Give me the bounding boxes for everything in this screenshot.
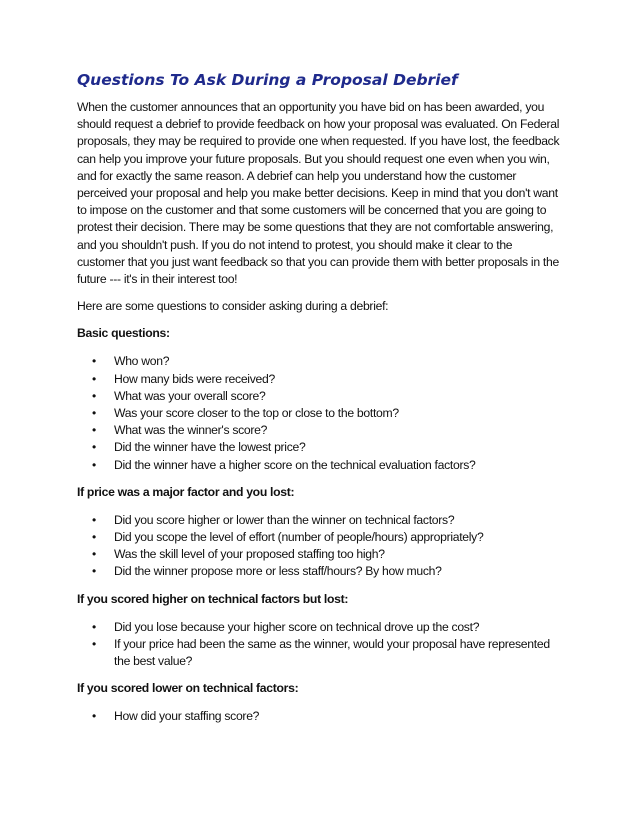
bullet-icon: •: [92, 512, 96, 527]
list-item: [77, 546, 569, 563]
bullet-icon: •: [92, 530, 96, 545]
bullet-icon: •: [92, 564, 96, 579]
list-item: [77, 636, 569, 670]
list-item-text: Did you scope the level of effort (number of people/hours) appropriately?: [114, 530, 484, 545]
bullet-icon: •: [92, 423, 96, 438]
list-item: [77, 708, 569, 725]
list-item-text: Was your score closer to the top or close to the bottom?: [114, 406, 399, 421]
list-item-text: How did your staffing score?: [114, 709, 260, 724]
list-item-text: Did the winner propose more or less staff/hours? By how much?: [114, 564, 442, 579]
list-item: [77, 353, 569, 370]
intro-line: to impose on the customer and that some customers will be concerned that you are going to: [77, 203, 547, 218]
bullet-icon: •: [92, 440, 96, 455]
list-item: [77, 371, 569, 388]
list-item-text: How many bids were received?: [114, 371, 275, 386]
list-item: [77, 422, 569, 439]
document-page: [77, 70, 569, 735]
list-item-text: Did the winner have the lowest price?: [114, 440, 306, 455]
list-item: [77, 405, 569, 422]
list-item: [77, 388, 569, 405]
intro-line: proposals, they may be required to provide one when requested. If you have lost, the feedback: [77, 134, 560, 149]
list-item: [77, 529, 569, 546]
bullet-icon: •: [92, 619, 96, 634]
section-heading-lower-technical: If you scored lower on technical factors:: [77, 681, 299, 696]
list-item-text: What was the winner's score?: [114, 423, 268, 438]
intro-paragraph: [77, 99, 569, 288]
intro-line: customer that you just want feedback so that you can provide them with better proposals in the: [77, 254, 559, 269]
bullet-icon: •: [92, 371, 96, 386]
list-item-text-continuation: the best value?: [114, 654, 193, 669]
bullet-icon: •: [92, 636, 96, 651]
list-item: [77, 512, 569, 529]
question-list-basic: [77, 353, 569, 473]
list-item: [77, 439, 569, 456]
list-item-text: Did you lose because your higher score on technical drove up the cost?: [114, 619, 480, 634]
list-item: [77, 457, 569, 474]
bullet-icon: •: [92, 406, 96, 421]
section-heading-basic: Basic questions:: [77, 326, 170, 341]
question-list-price: [77, 512, 569, 581]
question-list-lower-technical: [77, 708, 569, 725]
bullet-icon: •: [92, 388, 96, 403]
intro-line: and for exactly the same reason. A debrief can help you understand how the customer: [77, 168, 517, 183]
list-item-text: Was the skill level of your proposed staffing too high?: [114, 547, 385, 562]
bullet-icon: •: [92, 547, 96, 562]
document-title: Questions To Ask During a Proposal Debrief: [77, 71, 458, 89]
lead-in-text: Here are some questions to consider asking during a debrief:: [77, 299, 389, 314]
list-item-text: If your price had been the same as the winner, would your proposal have represented: [114, 636, 550, 651]
bullet-icon: •: [92, 457, 96, 472]
question-list-higher-technical: [77, 619, 569, 671]
section-heading-price: If price was a major factor and you lost:: [77, 484, 295, 499]
intro-line: protest their decision. There may be some questions that they are not comfortable answering,: [77, 220, 554, 235]
intro-line: perceived your proposal and help you make better decisions. Keep in mind that you don't want: [77, 186, 558, 201]
list-item: [77, 563, 569, 580]
bullet-icon: •: [92, 709, 96, 724]
list-item-text: What was your overall score?: [114, 388, 266, 403]
intro-line: can help you improve your future proposals. But you should request one even when you win,: [77, 151, 550, 166]
section-heading-higher-technical: If you scored higher on technical factors but lost:: [77, 591, 349, 606]
list-item-text: Who won?: [114, 354, 170, 369]
list-item-text: Did the winner have a higher score on the technical evaluation factors?: [114, 457, 476, 472]
bullet-icon: •: [92, 354, 96, 369]
list-item-text: Did you score higher or lower than the winner on technical factors?: [114, 512, 455, 527]
intro-line: and you shouldn't push. If you do not intend to protest, you should make it clear to the: [77, 237, 513, 252]
intro-line: When the customer announces that an opportunity you have bid on has been awarded, you: [77, 100, 545, 114]
intro-line: future --- it's in their interest too!: [77, 272, 238, 287]
intro-line: should request a debrief to provide feedback on how your proposal was evaluated. On Federal: [77, 117, 560, 132]
list-item: [77, 619, 569, 636]
